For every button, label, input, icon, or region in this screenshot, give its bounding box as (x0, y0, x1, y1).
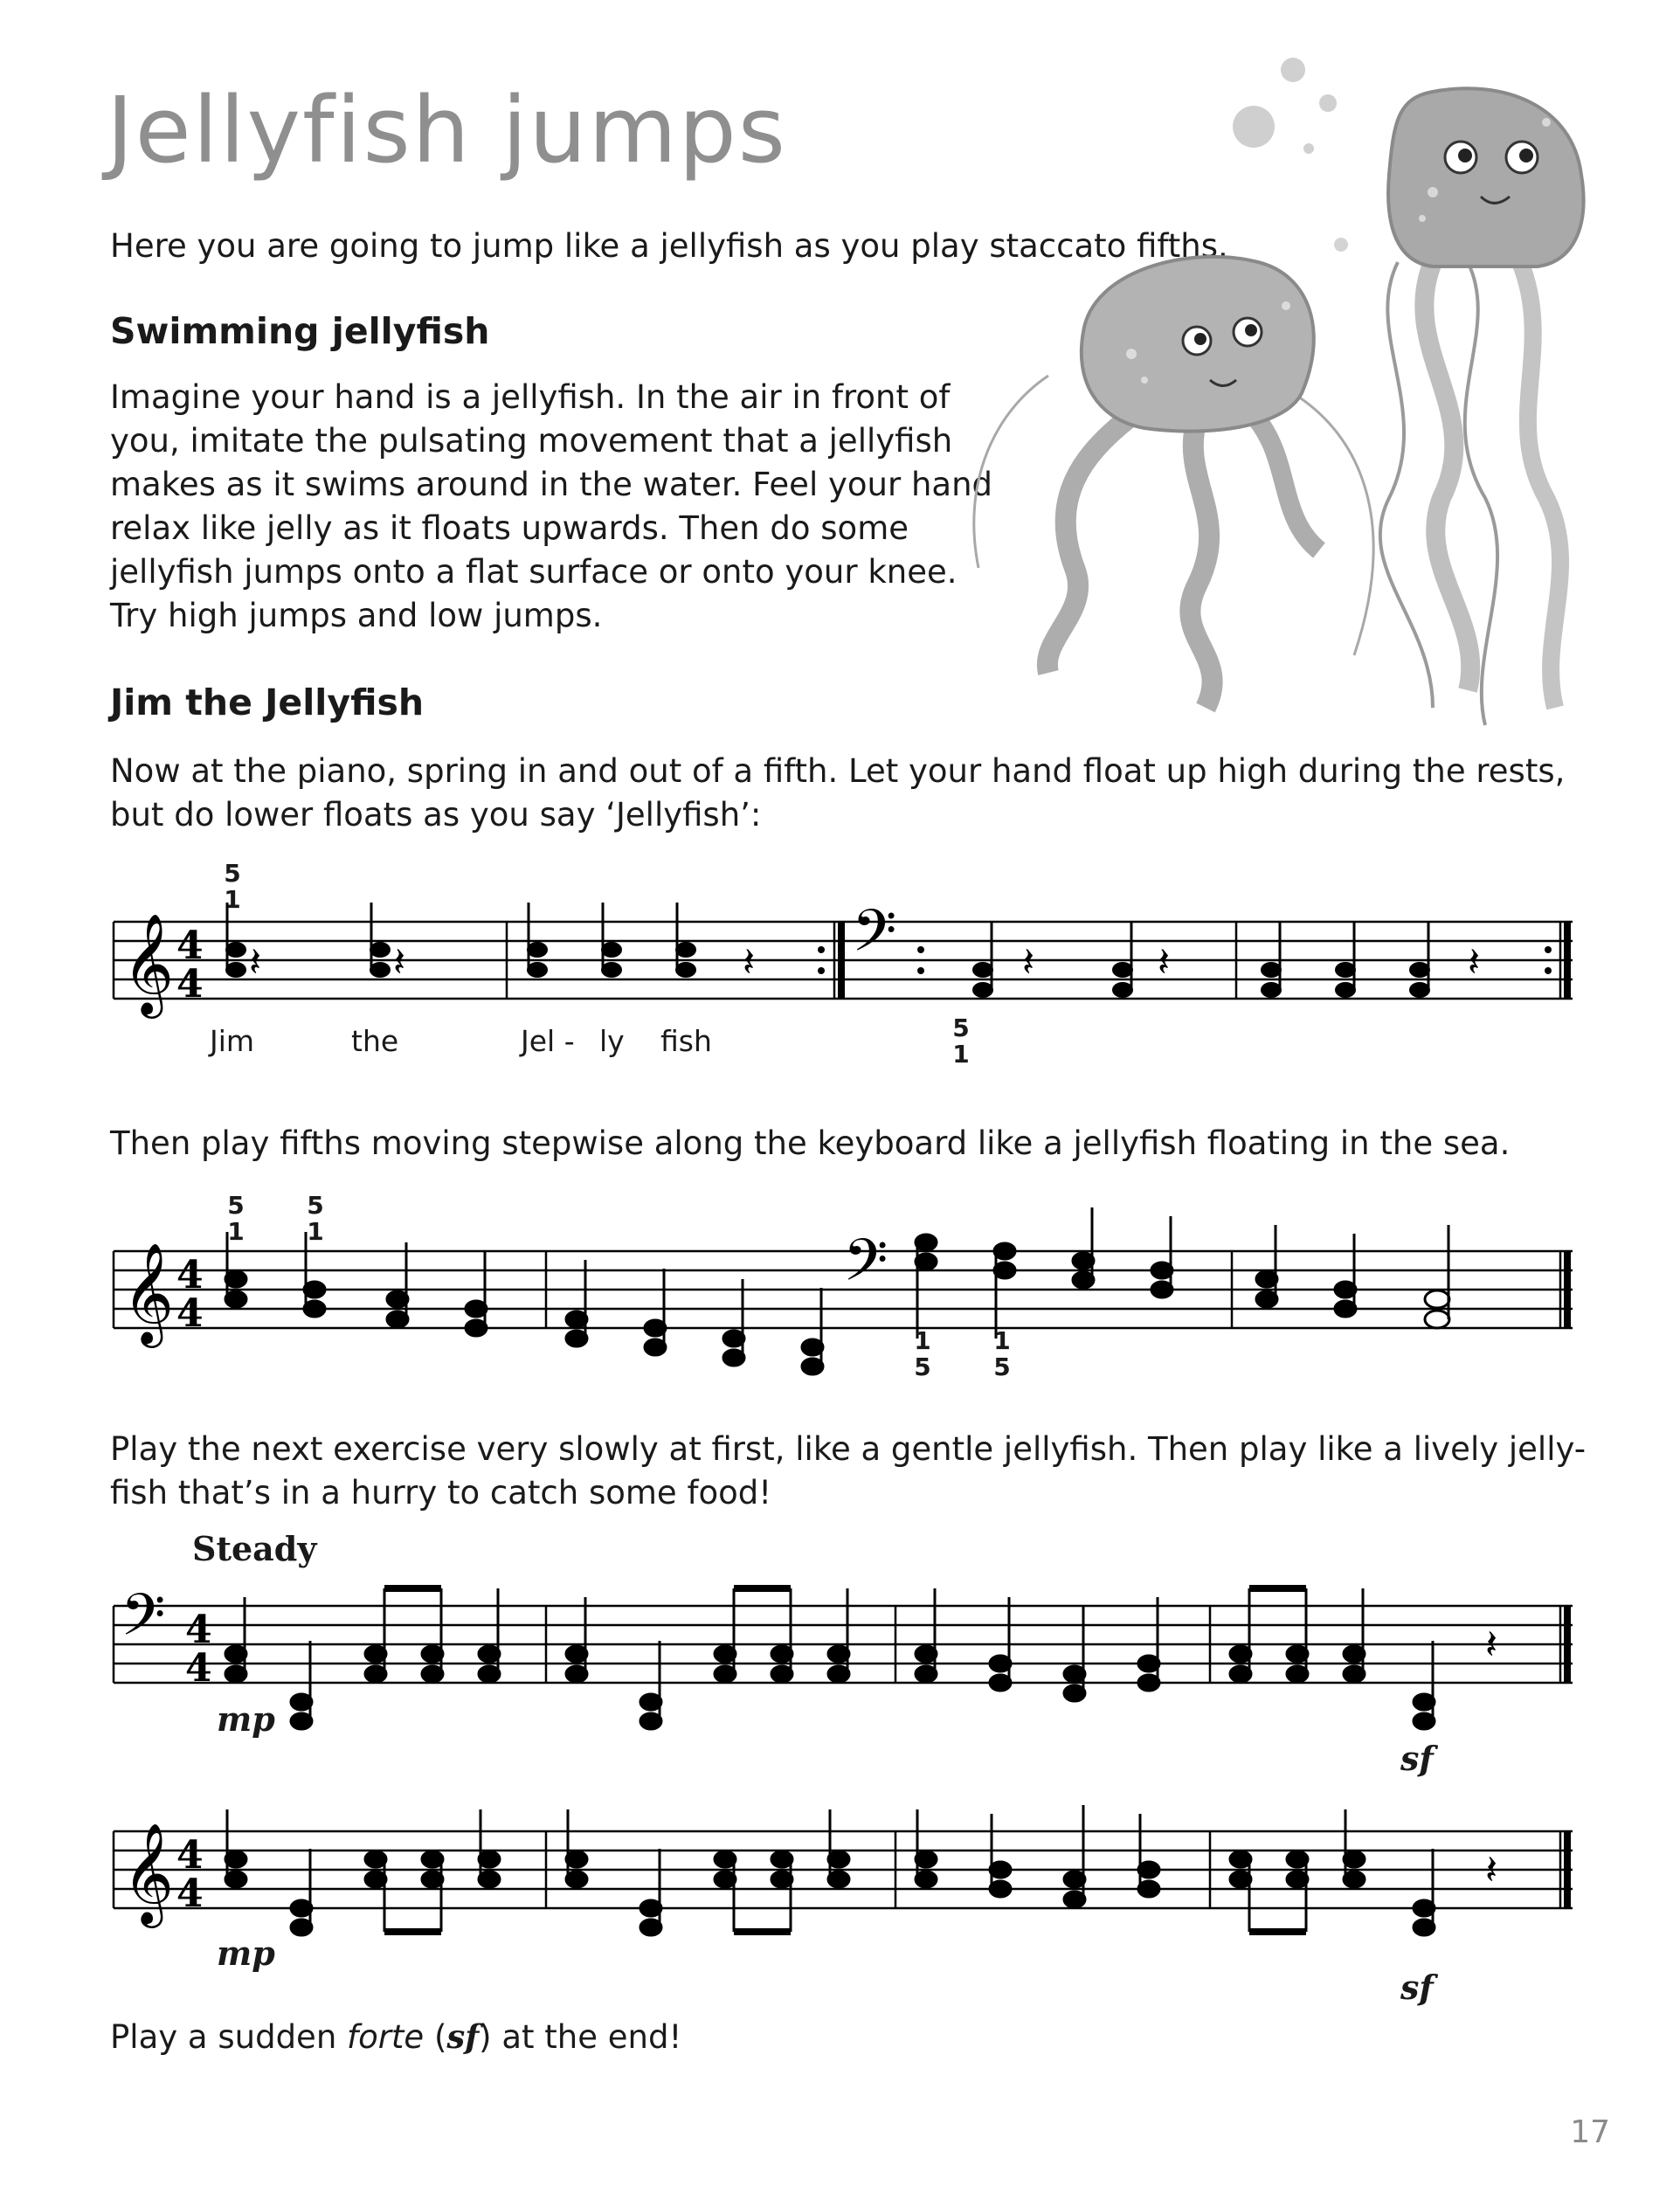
heading-swimming-jellyfish: Swimming jellyfish (110, 310, 490, 352)
staff-system-2 (105, 1227, 1590, 1347)
jellyfish-illustration (944, 44, 1607, 734)
swimming-line: jellyfish jumps onto a flat surface or onto your knee. (110, 553, 958, 591)
swimming-line: you, imitate the pulsating movement that a jellyfish (110, 422, 953, 460)
fingering-5-1: 5 1 (952, 1013, 970, 1069)
fingering-5-1: 5 1 (227, 1191, 245, 1246)
svg-text:𝄽: 𝄽 (1158, 938, 1171, 986)
jim-line: but do lower floats as you say ‘Jellyfish’: (110, 796, 762, 834)
svg-text:𝄢: 𝄢 (121, 1581, 166, 1663)
svg-text:𝄢: 𝄢 (852, 897, 897, 979)
swimming-line: Try high jumps and low jumps. (110, 597, 603, 634)
svg-text:4: 4 (185, 1608, 212, 1652)
fingering-1-5: 1 5 (914, 1326, 931, 1381)
svg-text:𝄽: 𝄽 (1485, 1621, 1498, 1668)
lyric: ly (599, 1024, 625, 1058)
page-title: Jellyfish jumps (107, 77, 787, 183)
lyric: the (351, 1024, 399, 1058)
tempo-marking: Steady (192, 1529, 317, 1568)
svg-text:4: 4 (176, 924, 204, 968)
next-exercise-line: fish that’s in a hurry to catch some food! (110, 1474, 772, 1512)
swimming-paragraph (110, 376, 992, 638)
svg-text:𝄽: 𝄽 (393, 938, 406, 986)
svg-text:𝄽: 𝄽 (1485, 1846, 1498, 1893)
swimming-line: makes as it swims around in the water. Feel your hand (110, 466, 993, 503)
staff-system-4 (105, 1814, 1590, 1936)
svg-text:𝄽: 𝄽 (249, 938, 262, 986)
next-exercise-paragraph (110, 1428, 1586, 1515)
svg-text:4: 4 (176, 1871, 204, 1916)
dynamic-mp: mp (217, 1699, 275, 1739)
dynamic-mp: mp (217, 1934, 275, 1973)
staff-system-1 (105, 897, 1590, 1018)
heading-jim-the-jellyfish: Jim the Jellyfish (110, 681, 425, 723)
svg-text:4: 4 (176, 1291, 204, 1336)
page-number: 17 (1570, 2114, 1610, 2150)
fingering-1-5: 1 5 (993, 1326, 1011, 1381)
jim-line: Now at the piano, spring in and out of a fifth. Let your hand float up high during the rests, (110, 752, 1566, 790)
svg-text:4: 4 (176, 962, 204, 1007)
fingering-5-1: 5 1 (307, 1191, 324, 1246)
svg-text:𝄽: 𝄽 (1468, 938, 1481, 986)
svg-text:𝄞: 𝄞 (122, 912, 175, 1014)
svg-text:4: 4 (176, 1833, 204, 1878)
svg-text:4: 4 (185, 1646, 212, 1691)
svg-text:𝄢: 𝄢 (843, 1227, 888, 1308)
staff-system-3 (105, 1581, 1590, 1711)
svg-text:𝄞: 𝄞 (122, 1242, 175, 1344)
lyric: Jim (210, 1024, 255, 1058)
dynamic-sf: sf (1400, 1739, 1434, 1778)
footer-note: Play a sudden forte (sf) at the end! (110, 2017, 682, 2056)
lyric: Jel - (521, 1024, 575, 1058)
swimming-line: relax like jelly as it floats upwards. Then do some (110, 509, 909, 547)
intro-text: Here you are going to jump like a jellyfish as you play staccato fifths. (110, 227, 1228, 265)
next-exercise-line: Play the next exercise very slowly at first, like a gentle jellyfish. Then play like a lively jelly- (110, 1430, 1587, 1468)
svg-text:𝄞: 𝄞 (122, 1822, 175, 1924)
jim-paragraph (110, 750, 1565, 837)
stepwise-text: Then play fifths moving stepwise along the keyboard like a jellyfish floating in the sea. (110, 1124, 1511, 1162)
dynamic-sf: sf (1400, 1968, 1434, 2007)
fingering-5-1: 5 1 (224, 859, 241, 914)
lyric: fish (660, 1024, 712, 1058)
svg-text:𝄽: 𝄽 (743, 938, 756, 986)
svg-text:𝄽: 𝄽 (1022, 938, 1035, 986)
swimming-line: Imagine your hand is a jellyfish. In the air in front of (110, 378, 951, 416)
svg-text:4: 4 (176, 1253, 204, 1297)
